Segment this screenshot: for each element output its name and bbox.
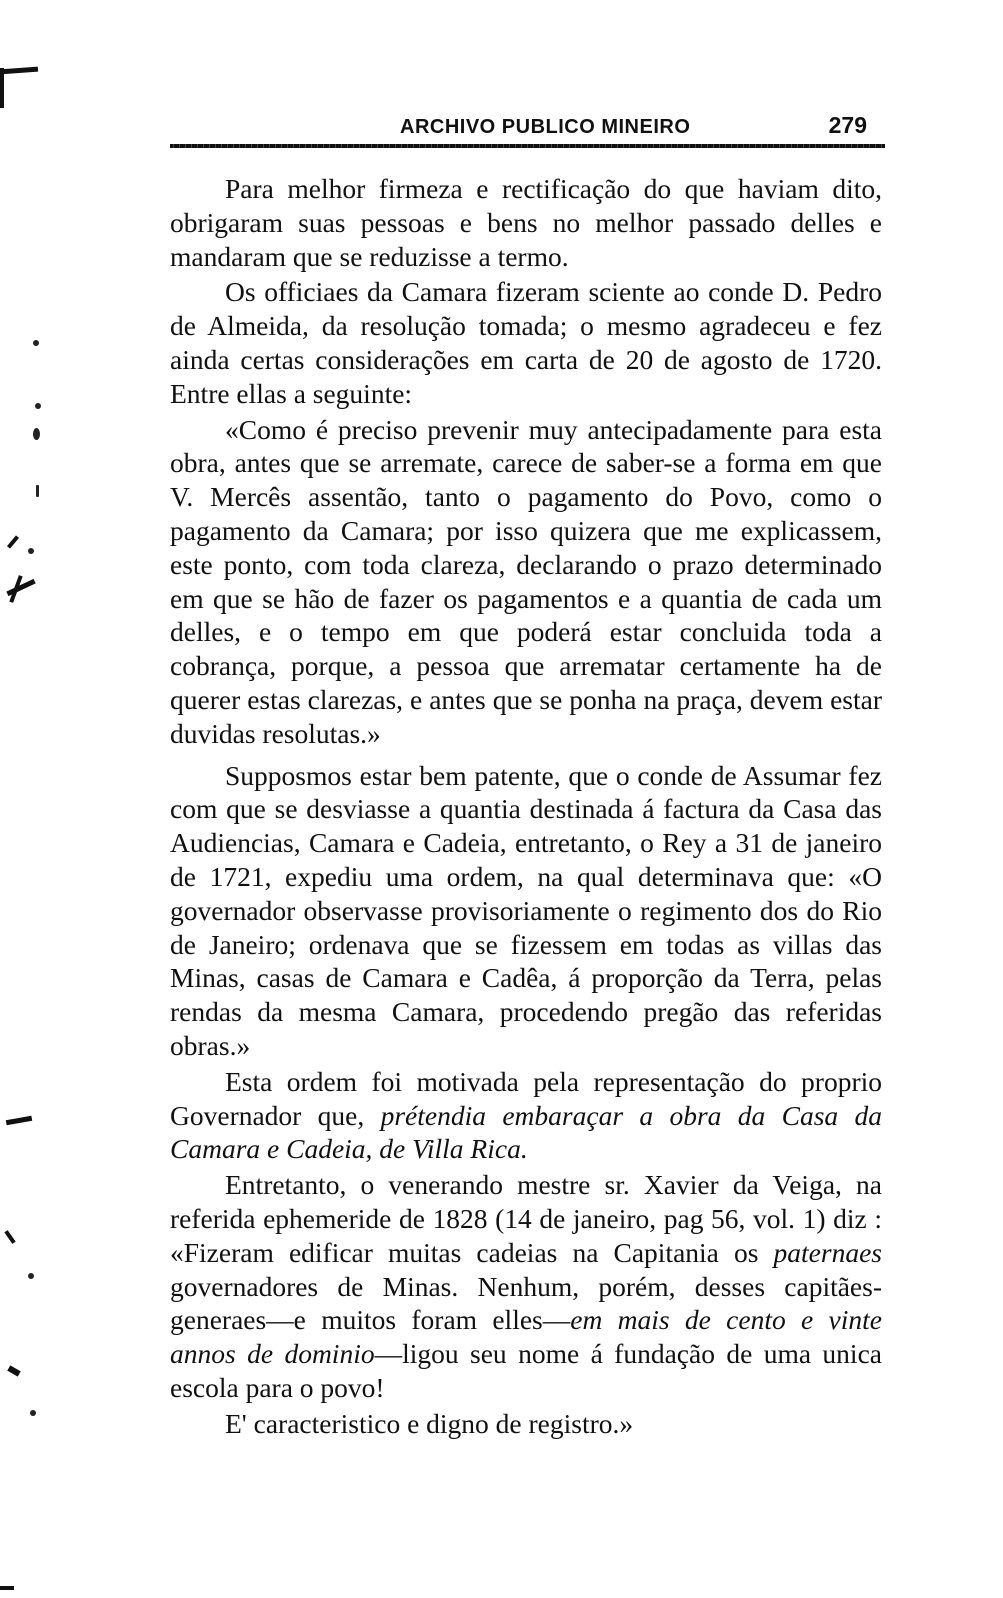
header-rule <box>170 144 885 148</box>
margin-mark <box>4 1230 15 1244</box>
paragraph: Para melhor firmeza e rectificação do que haviam dito, obrigaram suas pessoas e bens no melhor passado delles e mandaram que se reduzisse a termo. <box>170 173 882 272</box>
margin-mark <box>6 1116 32 1125</box>
running-title: ARCHIVO PUBLICO MINEIRO <box>400 116 691 138</box>
paragraph: Supposmos estar bem patente, que o conde de Assumar fez com que se desviasse a quantia destinada á factura da Casa das Audiencias, Camara e Cadeia, entretanto, o Rey a 31 de janeiro de 1721, expediu uma ordem, na qual determinava que: «O governador observasse provisoriamente o regimento dos do Rio de Janeiro; ordenava que se fizessem em todas as villas das Minas, casas de Camara e Cadêa, á proporção da Terra, pelas rendas da mesma Camara, procedendo pregão das referidas obras.» <box>170 759 882 1061</box>
margin-mark <box>7 1365 20 1376</box>
margin-mark <box>6 579 35 596</box>
margin-dot <box>28 548 34 554</box>
margin-mark <box>0 67 38 75</box>
margin-mark <box>0 68 4 108</box>
paragraph: Os officiaes da Camara fizeram sciente ao conde D. Pedro de Almeida, da resolução tomada; o mesmo agradeceu e fez ainda certas considerações em carta de 20 de agosto de 1720. Entre ellas a seguinte: <box>170 276 882 409</box>
paragraph-text: —ligou seu nome á fundação de uma unica escola para o povo! <box>170 1338 882 1403</box>
body-text <box>170 172 882 1440</box>
margin-dot <box>28 1273 34 1279</box>
paragraph-text: Entretanto, o venerando mestre sr. Xavier da Veiga, na referida ephemeride de 1828 (14 de janeiro, pag 56, vol. 1) diz : «Fizeram edificar muitas cadeias na Capitania os <box>170 1169 882 1268</box>
paragraph-text: governadores de Minas. Nenhum, porém, desses capitães-generaes—e muitos foram elles— <box>170 1270 882 1336</box>
page-number: 279 <box>828 112 867 138</box>
margin-mark <box>7 535 19 548</box>
paragraph-text: Esta ordem foi motivada pela representação do proprio Governador que, <box>170 1065 882 1131</box>
margin-dot <box>36 485 39 497</box>
paragraph: «Como é preciso prevenir muy antecipadamente para esta obra, antes que se arremate, carece de saber-se a forma em que V. Mercês assentão, tanto o pagamento do Povo, como o pagamento da Camara; por isso quizera que me explicassem, este ponto, com toda clareza, declarando o prazo determinado em que se hão de fazer os pagamentos e a quantia de cada um delles, e o tempo em que poderá estar concluida toda a cobrança, porque, a pessoa que arrematar certamente ha de querer estas clarezas, e antes que se ponha na praça, devem estar duvidas resolutas.» <box>170 413 882 749</box>
margin-mark <box>0 1586 14 1590</box>
italic-word: paternaes <box>773 1236 882 1268</box>
margin-dot <box>30 1410 36 1416</box>
paragraph <box>170 1065 882 1166</box>
margin-dot <box>33 340 39 346</box>
italic-phrase: em mais de cento e vinte annos de dominio <box>170 1304 882 1370</box>
paragraph: E' caracteristico e digno de registro.» <box>225 1407 634 1439</box>
running-head <box>170 112 885 152</box>
margin-dot <box>35 403 41 409</box>
italic-quote: prétendia embaraçar a obra da Casa da Camara e Cadeia, de Villa Rica. <box>170 1099 882 1165</box>
margin-dot <box>33 428 40 440</box>
paragraph <box>170 1168 882 1405</box>
